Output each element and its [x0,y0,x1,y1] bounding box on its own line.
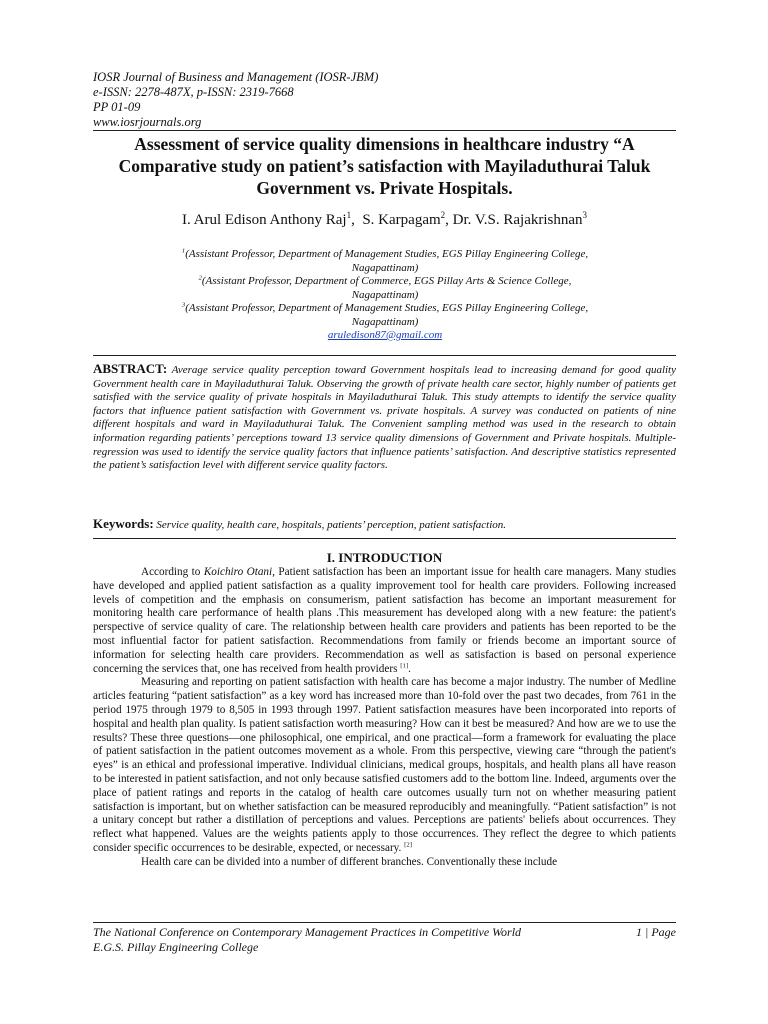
author-name: I. Arul Edison Anthony Raj [181,212,347,228]
footer-rule [93,922,676,923]
affiliation-text: (Assistant Professor, Department of Management Studies, EGS Pillay Engineering College, Nagapattinam) [185,248,589,274]
journal-issn: e-ISSN: 2278-487X, p-ISSN: 2319-7668 [93,85,294,99]
page-number: 1 | Page [636,925,676,939]
affiliation-text: (Assistant Professor, Department of Management Studies, EGS Pillay Engineering College, Nagapattinam) [185,302,589,328]
affiliations [180,248,590,343]
author-superscript: 3 [582,210,588,220]
paper-title: Assessment of service quality dimensions in healthcare industry “A Comparative study on patient’s satisfaction with Mayiladuthurai Taluk Government vs. Private Hospitals. [118,134,651,198]
journal-url[interactable]: www.iosrjournals.org [93,115,202,129]
author-list: I. Arul Edison Anthony Raj$^1$, S. Karpagam$^2$, Dr. V.S. Rajakrishnan$^3$ [181,210,588,228]
paragraph-text: Health care can be divided into a number of different branches. Conventionally these include [141,855,558,868]
keywords-rule [93,538,676,539]
abstract-label: ABSTRACT: [93,361,168,376]
journal-name: IOSR Journal of Business and Management (IOSR-JBM) [93,70,379,84]
header-rule [93,130,676,131]
abstract-text: Average service quality perception toward Government hospitals lead to increasing demand for good quality Government health care in Mayiladuthurai Taluk. Observing the growth of private health care sector, highly number of patients get satisfied with the service quality of private hospitals in Mayiladuthurai Taluk. This study attempts to identify the service quality factors that influence patient satisfaction with Government vs. private hospitals. A survey was conducted on patients of nine different hospitals and ward in Mayiladuthurai Taluk. The Convenient sampling method was used in the research to obtain information regarding patients’ perceptions toward 13 service quality dimensions of Government and Private hospitals. Multiple-regression was used to identify the service quality factors that influence patients’ satisfaction. And descriptive statistics represented the patient’s satisfaction level with different service quality factors. [93,364,676,472]
email-link[interactable]: aruledison87@gmail.com [327,329,443,341]
affiliation [180,302,590,329]
keywords [93,517,676,532]
keywords-text: Service quality, health care, hospitals, patients’ perception, patient satisfaction. [156,519,507,531]
affiliation-superscript: 1 [181,247,186,255]
footer-college: E.G.S. Pillay Engineering College [93,940,259,954]
journal-header [93,70,378,130]
abstract [93,362,676,473]
affiliation [180,275,590,302]
author-superscript: 1 [346,210,352,220]
author-superscript: 2 [440,210,446,220]
citation-ref: [1] [400,661,409,669]
paragraph-text: Measuring and reporting on patient satisfaction with health care has become a major industry. The number of Medline articles featuring “patient satisfaction” as a key word has increased more than 10-fold over the past two decades, from 761 in the period 1975 through 1979 to 8,505 in 1993 through 1997. Patient satisfaction measures have been incorporated into reports of hospital and health plan quality. Is patient satisfaction worth measuring? How can it best be measured? And how are we to use the results? These three questions—one philosophical, one empirical, and one practical—form a framework for evaluating the place of patient satisfaction in the patient outcomes movement as a whole. From this perspective, viewing care “through the patient's eyes” is an ethical and professional imperative. Individual clinicians, medical groups, hospitals, and health plans all have reason to be interested in patient satisfaction, and not only because satisfied customers add to the bottom line. Indeed, arguments over the place of patient ratings and reports in the catalog of health care outcomes usually turn not on whether measuring patient satisfaction is important, but on whether satisfaction can be measured reproducibly and meaningfully. “Patient satisfaction” is not a unitary concept but rather a distillation of perceptions and values. Perceptions are patients' beliefs about occurrences. They reflect what happened. Values are the weights patients apply to those occurrences. They reflect the degree to which patients consider specific occurrences to be desirable, expected, or necessary. [93,676,676,854]
cited-author: Koichiro Otani, [203,566,275,578]
page-footer [93,925,676,955]
footer-conference: The National Conference on Contemporary Management Practices in Competitive World [93,925,522,939]
affiliation [180,248,590,275]
journal-pages: PP 01-09 [93,100,141,114]
affiliation-text: (Assistant Professor, Department of Commerce, EGS Pillay Arts & Science College, Nagapattinam) [201,275,572,301]
paragraph [93,676,676,855]
abstract-rule [93,355,676,356]
section-heading: I. INTRODUCTION [326,550,443,565]
paragraph-text: . [408,662,411,675]
paragraph [93,856,676,870]
paragraph-text: Patient satisfaction has been an important issue for health care managers. Many studies have developed and applied patient satisfaction as a quality improvement tool for health care providers. Following increased levels of competition and the emphasis on consumerism, patient satisfaction has become an important measurement for monitoring health care performance of health plans .This measurement has developed along with a new feature: the patient's perspective of service quality of care. The relationship between health care providers and patients has been reported to be the most influential factor for patient satisfaction. Recommendations from family or friends become an important source of information for selecting health care providers. Recommendation as well as satisfaction is based on personal experience concerning the services that, one has received from health providers [93,566,677,675]
introduction-body [93,566,676,870]
affiliation-superscript: 3 [181,301,186,309]
author-name: S. Karpagam [362,212,441,228]
paragraph-text: According to [141,566,201,578]
citation-ref: [2] [404,841,412,849]
paragraph [93,566,676,676]
author-name: Dr. V.S. Rajakrishnan [452,212,583,228]
keywords-label: Keywords: [93,516,154,531]
affiliation-superscript: 2 [198,274,202,282]
